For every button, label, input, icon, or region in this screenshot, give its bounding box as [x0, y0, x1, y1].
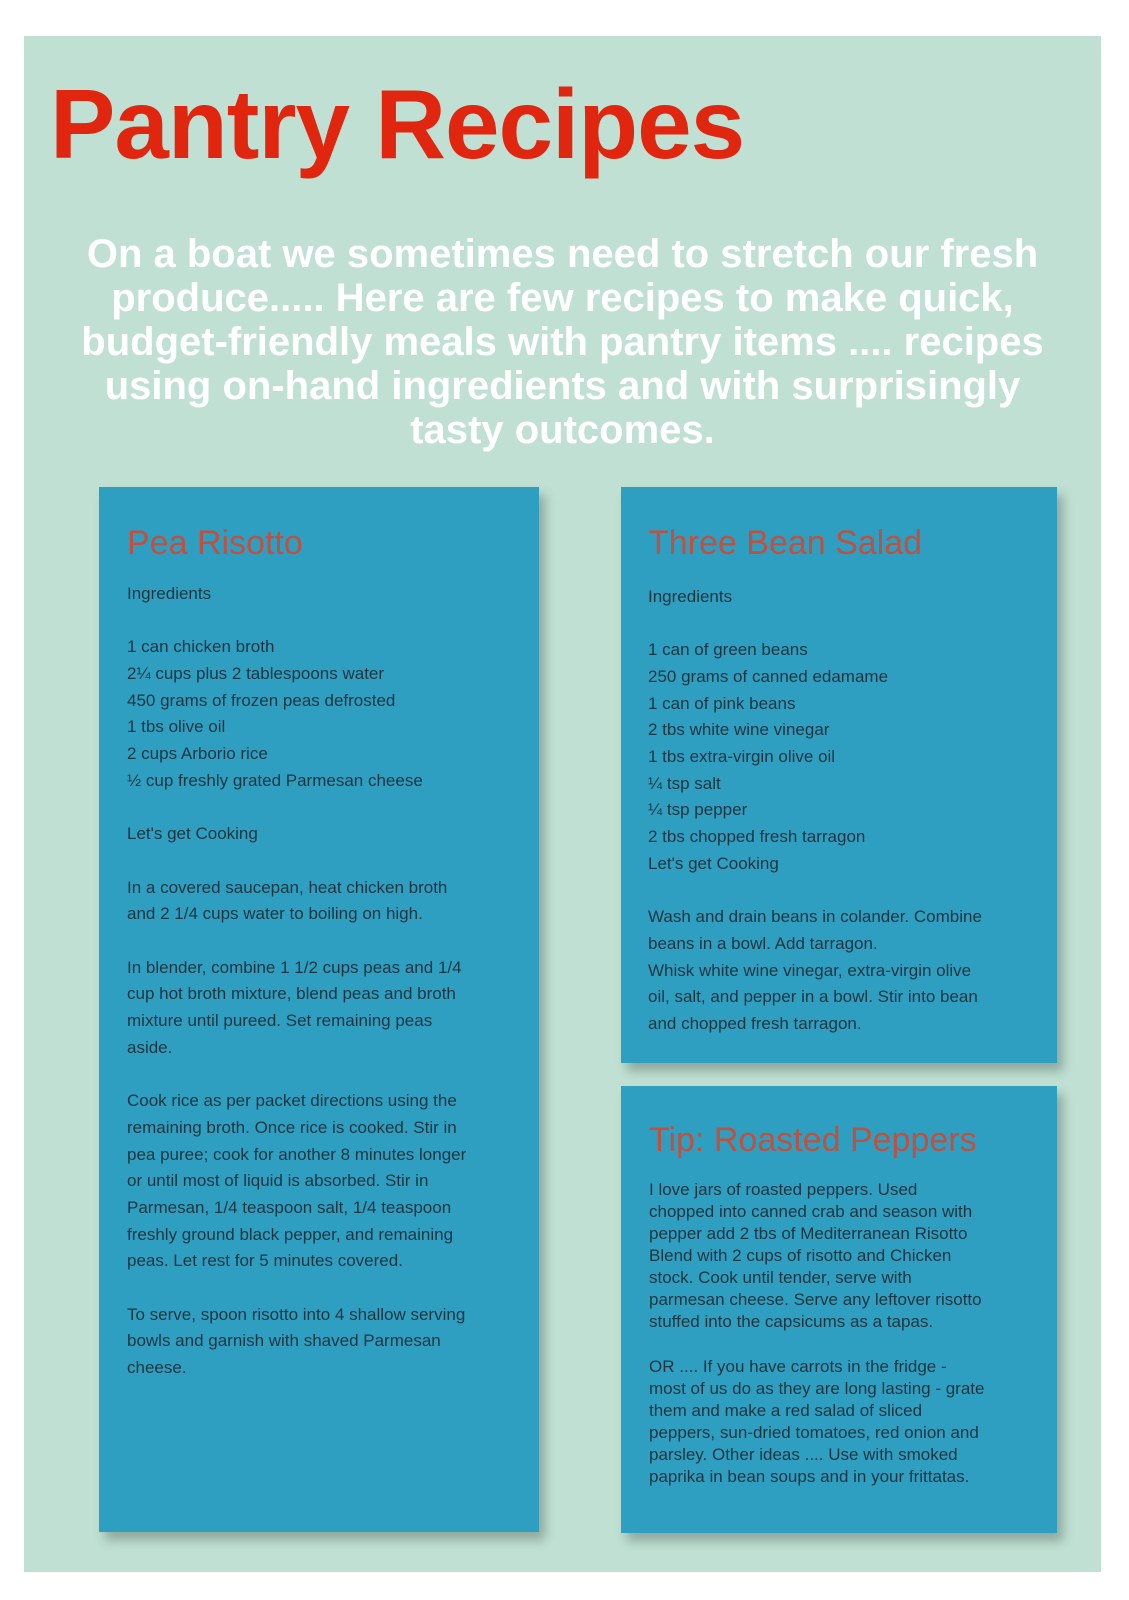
intro-text: On a boat we sometimes need to stretch our fresh produce..... Here are few recipes to make quick, budget-friendly meals with pantry items .... recipes using on-hand ingredients and with surprisingly tasty outcomes. [81, 232, 1044, 452]
recipe-title: Three Bean Salad [648, 524, 923, 562]
recipe-card-three-bean-salad [621, 487, 1057, 1063]
page [24, 36, 1101, 1572]
recipe-card-pea-risotto [99, 487, 539, 1532]
recipe-body: Ingredients 1 can chicken broth 2¼ cups plus 2 tablespoons water 450 grams of frozen peas defrosted 1 tbs olive oil 2 cups Arborio rice ½ cup freshly grated Parmesan cheese Let's get Cooking In a covered saucepan, heat chicken broth and 2 1/4 cups water to boiling on high. In blender, combine 1 1/2 cups peas and 1/4 cup hot broth mixture, blend peas and broth mixture until pureed. Set remaining peas aside. Cook rice as per packet directions using the remaining broth. Once rice is cooked. Stir in pea puree; cook for another 8 minutes longer or until most of liquid is absorbed. Stir in Parmesan, 1/4 teaspoon salt, 1/4 teaspoon freshly ground black pepper, and remaining peas. Let rest for 5 minutes covered. To serve, spoon risotto into 4 shallow serving bowls and garnish with shaved Parmesan cheese. [127, 583, 467, 1378]
tip-card-roasted-peppers [621, 1086, 1057, 1533]
tip-title: Tip: Roasted Peppers [649, 1121, 977, 1159]
recipe-body: Ingredients 1 can of green beans 250 grams of canned edamame 1 can of pink beans 2 tbs white wine vinegar 1 tbs extra-virgin olive oil ¼ tsp salt ¼ tsp pepper 2 tbs chopped fresh tarragon Let's get Cooking Wash and drain beans in colander. Combine beans in a bowl. Add tarragon. Whisk white wine vinegar, extra-virgin olive oil, salt, and pepper in a bowl. Stir into bean and chopped fresh tarragon. [648, 586, 982, 1034]
tip-body: I love jars of roasted peppers. Used chopped into canned crab and season with pepper add 2 tbs of Mediterranean Risotto Blend with 2 cups of risotto and Chicken stock. Cook until tender, serve with parmesan cheese. Serve any leftover risotto stuffed into the capsicums as a tapas. OR .... If you have carrots in the fridge - most of us do as they are long lasting - grate them and make a red salad of sliced peppers, sun-dried tomatoes, red onion and parsley. Other ideas .... Use with smoked paprika in bean soups and in your frittatas. [649, 1179, 985, 1487]
recipe-title: Pea Risotto [127, 524, 303, 562]
page-title: Pantry Recipes [50, 69, 745, 179]
